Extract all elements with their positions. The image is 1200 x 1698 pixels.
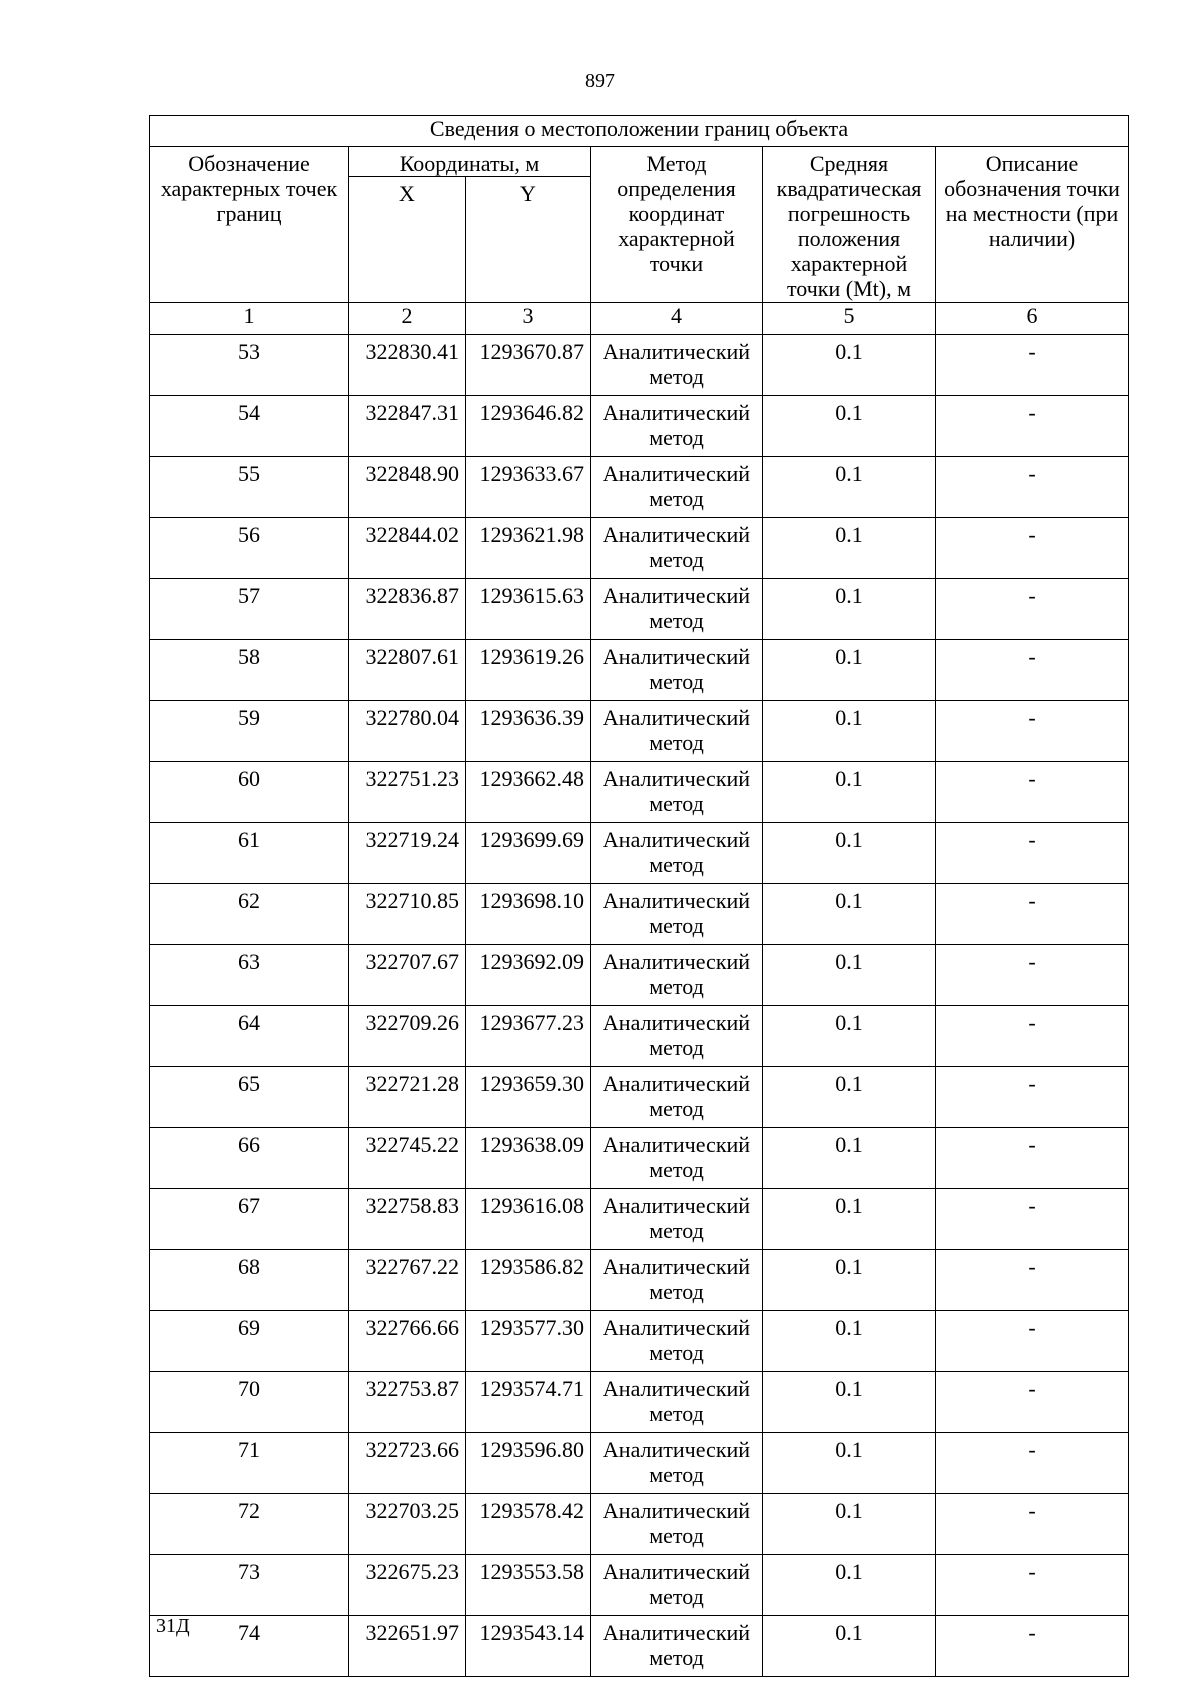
- table-row: [150, 640, 1129, 701]
- cell-description: -: [936, 579, 1129, 640]
- cell-point: 72: [150, 1494, 349, 1555]
- cell-description: -: [936, 1189, 1129, 1250]
- cell-error: 0.1: [763, 640, 936, 701]
- cell-point: 53: [150, 335, 349, 396]
- page-number: 897: [585, 70, 615, 92]
- cell-point: 68: [150, 1250, 349, 1311]
- cell-method: Аналитический метод: [591, 1189, 763, 1250]
- header-coordinates: Координаты, м: [349, 147, 591, 177]
- cell-method: Аналитический метод: [591, 701, 763, 762]
- cell-y: 1293616.08: [466, 1189, 591, 1250]
- table-row: [150, 945, 1129, 1006]
- cell-method: Аналитический метод: [591, 823, 763, 884]
- cell-error: 0.1: [763, 1555, 936, 1616]
- cell-x: 322703.25: [349, 1494, 466, 1555]
- footer-code: 31Д: [156, 1615, 190, 1637]
- cell-error: 0.1: [763, 1494, 936, 1555]
- header-y: Y: [466, 177, 591, 303]
- cell-x: 322758.83: [349, 1189, 466, 1250]
- cell-error: 0.1: [763, 457, 936, 518]
- cell-y: 1293698.10: [466, 884, 591, 945]
- table-row: [150, 1067, 1129, 1128]
- header-x: X: [349, 177, 466, 303]
- cell-description: -: [936, 945, 1129, 1006]
- cell-error: 0.1: [763, 1067, 936, 1128]
- header-mean-error: Средняя квадратическая погрешность положения характерной точки (Mt), м: [763, 147, 936, 303]
- cell-method: Аналитический метод: [591, 762, 763, 823]
- table-row: [150, 1250, 1129, 1311]
- cell-x: 322709.26: [349, 1006, 466, 1067]
- cell-x: 322766.66: [349, 1311, 466, 1372]
- column-number: 5: [763, 303, 936, 335]
- column-number: 1: [150, 303, 349, 335]
- table-row: [150, 579, 1129, 640]
- cell-method: Аналитический метод: [591, 1006, 763, 1067]
- cell-point: 69: [150, 1311, 349, 1372]
- cell-y: 1293543.14: [466, 1616, 591, 1677]
- cell-method: Аналитический метод: [591, 1067, 763, 1128]
- cell-description: -: [936, 762, 1129, 823]
- cell-description: -: [936, 1494, 1129, 1555]
- cell-point: 71: [150, 1433, 349, 1494]
- cell-y: 1293659.30: [466, 1067, 591, 1128]
- cell-y: 1293646.82: [466, 396, 591, 457]
- cell-point: 73: [150, 1555, 349, 1616]
- cell-x: 322745.22: [349, 1128, 466, 1189]
- cell-y: 1293677.23: [466, 1006, 591, 1067]
- cell-error: 0.1: [763, 823, 936, 884]
- cell-point: 60: [150, 762, 349, 823]
- cell-point: 59: [150, 701, 349, 762]
- cell-description: -: [936, 1128, 1129, 1189]
- cell-y: 1293633.67: [466, 457, 591, 518]
- cell-x: 322780.04: [349, 701, 466, 762]
- cell-point: 65: [150, 1067, 349, 1128]
- table-row: [150, 762, 1129, 823]
- column-number-row: [150, 303, 1129, 335]
- cell-method: Аналитический метод: [591, 1311, 763, 1372]
- cell-x: 322844.02: [349, 518, 466, 579]
- cell-error: 0.1: [763, 518, 936, 579]
- cell-x: 322651.97: [349, 1616, 466, 1677]
- cell-error: 0.1: [763, 335, 936, 396]
- cell-point: 63: [150, 945, 349, 1006]
- cell-error: 0.1: [763, 579, 936, 640]
- cell-x: 322723.66: [349, 1433, 466, 1494]
- cell-description: -: [936, 1433, 1129, 1494]
- cell-point: 58: [150, 640, 349, 701]
- cell-method: Аналитический метод: [591, 579, 763, 640]
- cell-error: 0.1: [763, 701, 936, 762]
- table-row: [150, 1128, 1129, 1189]
- cell-x: 322830.41: [349, 335, 466, 396]
- cell-description: -: [936, 1006, 1129, 1067]
- cell-method: Аналитический метод: [591, 640, 763, 701]
- cell-description: -: [936, 1250, 1129, 1311]
- boundary-coordinates-table: [149, 115, 1129, 1677]
- cell-method: Аналитический метод: [591, 1555, 763, 1616]
- cell-point: 56: [150, 518, 349, 579]
- table-row: [150, 335, 1129, 396]
- table-row: [150, 1006, 1129, 1067]
- cell-y: 1293577.30: [466, 1311, 591, 1372]
- table-row: [150, 1311, 1129, 1372]
- cell-error: 0.1: [763, 1372, 936, 1433]
- cell-x: 322675.23: [349, 1555, 466, 1616]
- cell-method: Аналитический метод: [591, 945, 763, 1006]
- cell-y: 1293574.71: [466, 1372, 591, 1433]
- table-row: [150, 1555, 1129, 1616]
- cell-method: Аналитический метод: [591, 884, 763, 945]
- cell-point: 70: [150, 1372, 349, 1433]
- table-row: [150, 1372, 1129, 1433]
- cell-point: 64: [150, 1006, 349, 1067]
- cell-x: 322848.90: [349, 457, 466, 518]
- table-row: [150, 457, 1129, 518]
- cell-description: -: [936, 335, 1129, 396]
- cell-y: 1293662.48: [466, 762, 591, 823]
- cell-y: 1293638.09: [466, 1128, 591, 1189]
- header-point-description: Описание обозначения точки на местности (при наличии): [936, 147, 1129, 303]
- table-row: [150, 1189, 1129, 1250]
- cell-method: Аналитический метод: [591, 396, 763, 457]
- cell-description: -: [936, 640, 1129, 701]
- table-row: [150, 1494, 1129, 1555]
- cell-y: 1293553.58: [466, 1555, 591, 1616]
- cell-y: 1293621.98: [466, 518, 591, 579]
- cell-x: 322721.28: [349, 1067, 466, 1128]
- cell-point: 66: [150, 1128, 349, 1189]
- cell-y: 1293670.87: [466, 335, 591, 396]
- cell-description: -: [936, 1067, 1129, 1128]
- cell-error: 0.1: [763, 884, 936, 945]
- cell-y: 1293619.26: [466, 640, 591, 701]
- cell-error: 0.1: [763, 945, 936, 1006]
- cell-description: -: [936, 457, 1129, 518]
- cell-description: -: [936, 518, 1129, 579]
- table-row: [150, 518, 1129, 579]
- cell-error: 0.1: [763, 1250, 936, 1311]
- cell-error: 0.1: [763, 1311, 936, 1372]
- cell-description: -: [936, 1372, 1129, 1433]
- cell-description: -: [936, 701, 1129, 762]
- cell-x: 322751.23: [349, 762, 466, 823]
- cell-point: 62: [150, 884, 349, 945]
- header-method: Метод определения координат характерной точки: [591, 147, 763, 303]
- cell-point: 74: [150, 1616, 349, 1677]
- cell-point: 54: [150, 396, 349, 457]
- column-number: 4: [591, 303, 763, 335]
- cell-x: 322753.87: [349, 1372, 466, 1433]
- cell-error: 0.1: [763, 396, 936, 457]
- cell-y: 1293699.69: [466, 823, 591, 884]
- cell-x: 322707.67: [349, 945, 466, 1006]
- cell-y: 1293615.63: [466, 579, 591, 640]
- header-point-designation: Обозначение характерных точек границ: [150, 147, 349, 303]
- cell-method: Аналитический метод: [591, 1616, 763, 1677]
- table-row: [150, 1616, 1129, 1677]
- cell-x: 322710.85: [349, 884, 466, 945]
- cell-method: Аналитический метод: [591, 1372, 763, 1433]
- cell-description: -: [936, 884, 1129, 945]
- cell-error: 0.1: [763, 1128, 936, 1189]
- cell-x: 322836.87: [349, 579, 466, 640]
- cell-description: -: [936, 396, 1129, 457]
- cell-method: Аналитический метод: [591, 1128, 763, 1189]
- cell-point: 61: [150, 823, 349, 884]
- cell-x: 322807.61: [349, 640, 466, 701]
- cell-method: Аналитический метод: [591, 518, 763, 579]
- cell-method: Аналитический метод: [591, 1433, 763, 1494]
- cell-description: -: [936, 1555, 1129, 1616]
- cell-x: 322767.22: [349, 1250, 466, 1311]
- cell-method: Аналитический метод: [591, 335, 763, 396]
- cell-y: 1293636.39: [466, 701, 591, 762]
- table-row: [150, 823, 1129, 884]
- cell-y: 1293596.80: [466, 1433, 591, 1494]
- cell-y: 1293692.09: [466, 945, 591, 1006]
- table-body: [150, 335, 1129, 1677]
- cell-error: 0.1: [763, 1006, 936, 1067]
- cell-description: -: [936, 1311, 1129, 1372]
- cell-x: 322847.31: [349, 396, 466, 457]
- column-number: 3: [466, 303, 591, 335]
- cell-description: -: [936, 1616, 1129, 1677]
- cell-method: Аналитический метод: [591, 457, 763, 518]
- table-row: [150, 701, 1129, 762]
- cell-x: 322719.24: [349, 823, 466, 884]
- cell-point: 55: [150, 457, 349, 518]
- cell-y: 1293578.42: [466, 1494, 591, 1555]
- cell-point: 67: [150, 1189, 349, 1250]
- cell-error: 0.1: [763, 1433, 936, 1494]
- column-number: 6: [936, 303, 1129, 335]
- cell-error: 0.1: [763, 1189, 936, 1250]
- cell-point: 57: [150, 579, 349, 640]
- cell-error: 0.1: [763, 1616, 936, 1677]
- column-number: 2: [349, 303, 466, 335]
- table-row: [150, 396, 1129, 457]
- cell-description: -: [936, 823, 1129, 884]
- cell-y: 1293586.82: [466, 1250, 591, 1311]
- cell-error: 0.1: [763, 762, 936, 823]
- table-row: [150, 1433, 1129, 1494]
- cell-method: Аналитический метод: [591, 1250, 763, 1311]
- table-row: [150, 884, 1129, 945]
- table-title: Сведения о местоположении границ объекта: [150, 116, 1129, 147]
- cell-method: Аналитический метод: [591, 1494, 763, 1555]
